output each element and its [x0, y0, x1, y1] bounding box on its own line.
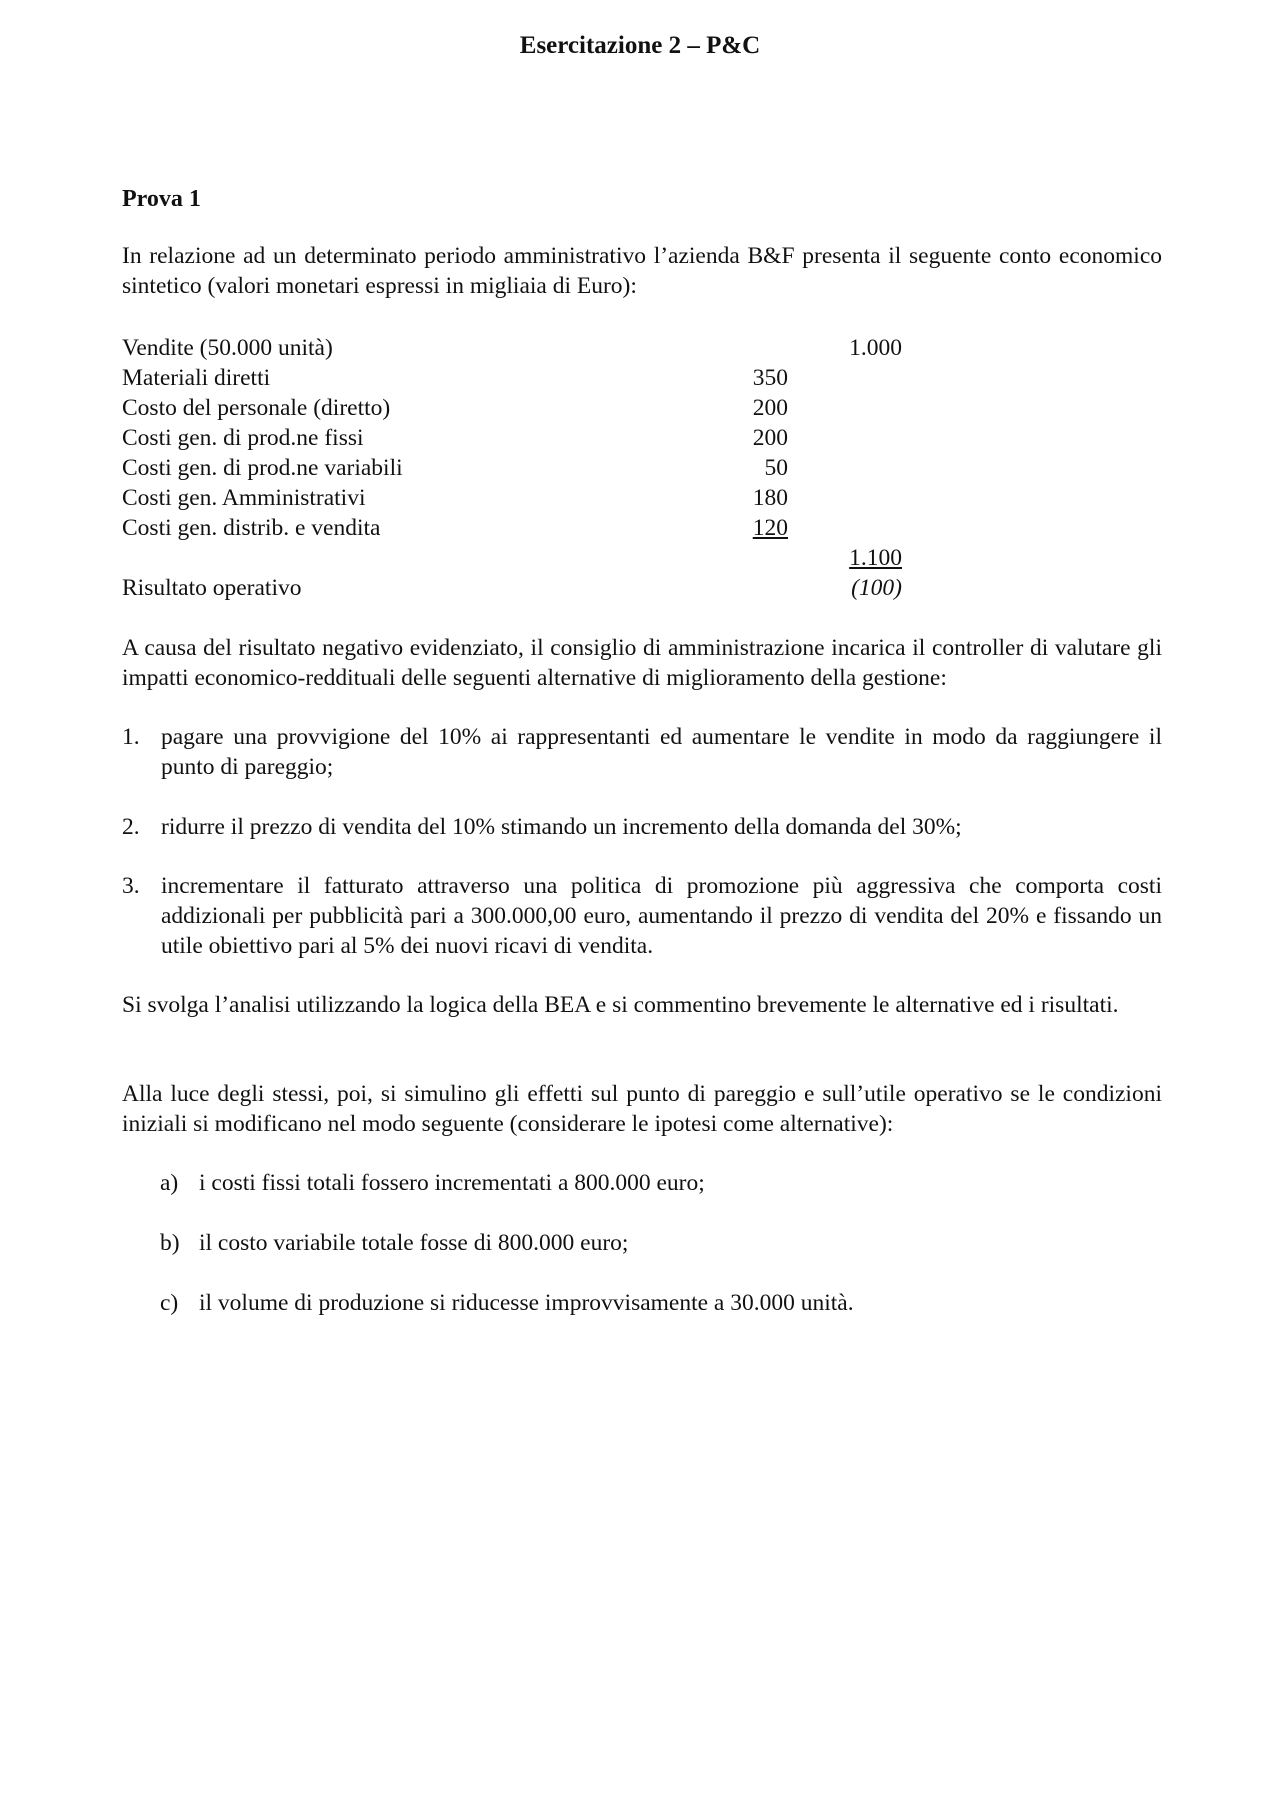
cost-value: 350 [752, 365, 788, 391]
cost-label: Costo del personale (diretto) [122, 395, 391, 421]
cost-value: 200 [752, 395, 788, 421]
cost-row [122, 423, 1022, 453]
list-item-number: 3. [122, 873, 140, 899]
scenario-text: il volume di produzione si riducesse improvvisamente a 30.000 unità. [199, 1290, 854, 1316]
cost-value: 200 [752, 425, 788, 451]
result-row [122, 573, 1022, 603]
cost-label: Costi gen. Amministrativi [122, 485, 366, 511]
list-item-number: 1. [122, 724, 140, 750]
cost-row [122, 513, 1022, 543]
scenario-letter: a) [160, 1170, 179, 1196]
list-item-text: pagare una provvigione del 10% ai rappresentanti ed aumentare le vendite in modo da raggiungere il punto di pareggio; [161, 724, 1162, 780]
instruction-paragraph: Si svolga l’analisi utilizzando la logica della BEA e si commentino brevemente le alternative ed i risultati. [122, 992, 1119, 1018]
list-item-text: incrementare il fatturato attraverso una politica di promozione più aggressiva che comporta costi addizionali per pubblicità pari a 300.000,00 euro, aumentando il prezzo di vendita del 20% e fissando un utile obiettivo pari al 5% dei nuovi ricavi di vendita. [161, 873, 1162, 959]
cost-row [122, 363, 1022, 393]
scenario-text: il costo variabile totale fosse di 800.000 euro; [199, 1230, 629, 1256]
scenario-text: i costi fissi totali fossero incrementati a 800.000 euro; [199, 1170, 705, 1196]
cost-value: 180 [752, 485, 788, 511]
cost-label: Materiali diretti [122, 365, 271, 391]
scenario-letter: b) [160, 1230, 180, 1256]
cost-label: Costi gen. di prod.ne fissi [122, 425, 364, 451]
cost-value: 50 [764, 455, 788, 481]
followup-paragraph: Alla luce degli stessi, poi, si simulino gli effetti sul punto di pareggio e sull’utile operativo se le condizioni iniziali si modificano nel modo seguente (considerare le ipotesi come alternative): [122, 1081, 1162, 1137]
cost-value: 120 [752, 515, 788, 541]
intro-paragraph: In relazione ad un determinato periodo amministrativo l’azienda B&F presenta il seguente conto economico sintetico (valori monetari espressi in migliaia di Euro): [122, 243, 1162, 299]
total-costs-value: 1.100 [849, 545, 902, 571]
revenue-value: 1.000 [849, 335, 902, 361]
cost-row [122, 483, 1022, 513]
total-costs-row [122, 543, 1022, 573]
result-value: (100) [851, 575, 902, 601]
cost-label: Costi gen. di prod.ne variabili [122, 455, 403, 481]
document-title: Esercitazione 2 – P&C [519, 32, 761, 59]
scenario-letter: c) [160, 1290, 179, 1316]
context-paragraph: A causa del risultato negativo evidenziato, il consiglio di amministrazione incarica il controller di valutare gli impatti economico-reddituali delle seguenti alternative di miglioramento della gestione: [122, 635, 1162, 691]
revenue-row [122, 333, 1022, 363]
cost-row [122, 453, 1022, 483]
list-item-number: 2. [122, 814, 140, 840]
result-label: Risultato operativo [122, 575, 302, 601]
section-heading: Prova 1 [122, 186, 201, 212]
revenue-label: Vendite (50.000 unità) [122, 335, 333, 361]
list-item-text: ridurre il prezzo di vendita del 10% stimando un incremento della domanda del 30%; [161, 814, 962, 840]
cost-label: Costi gen. distrib. e vendita [122, 515, 381, 541]
cost-row [122, 393, 1022, 423]
